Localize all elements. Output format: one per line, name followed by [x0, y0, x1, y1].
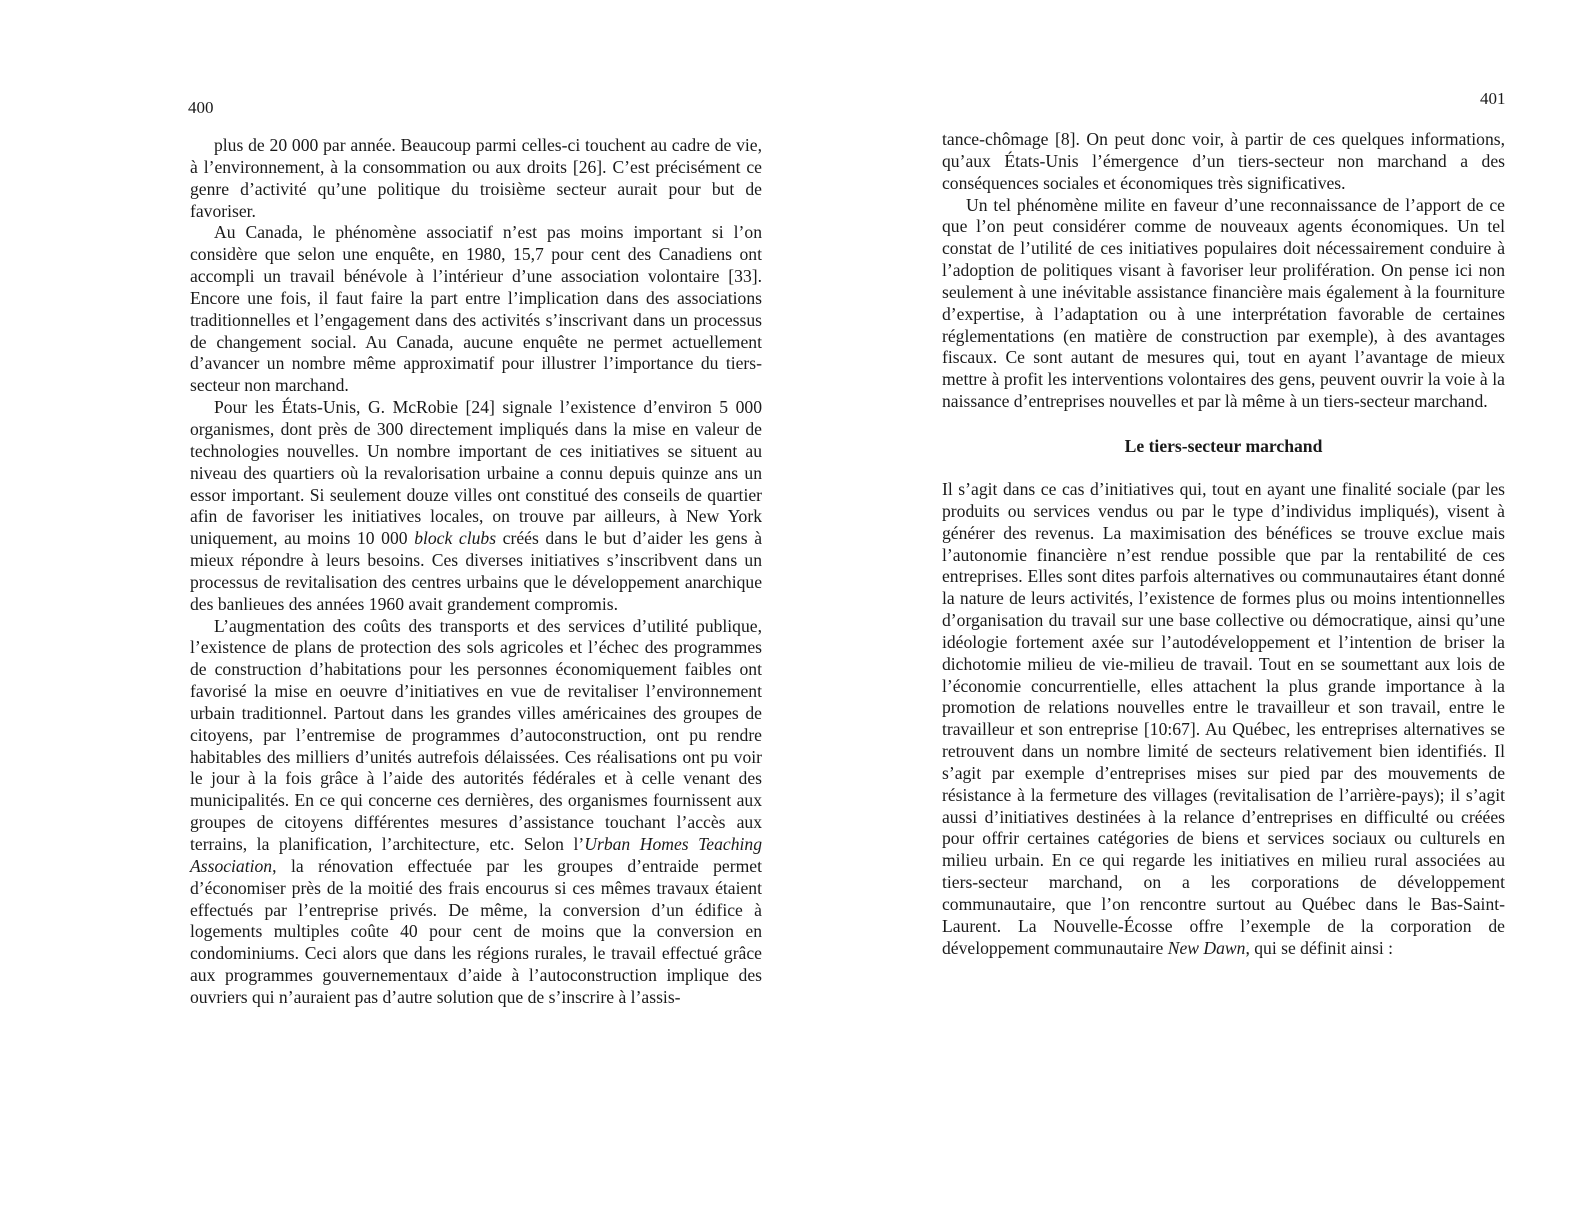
- italic-text: New Dawn: [1167, 937, 1246, 958]
- left-text-column: [190, 135, 762, 1009]
- italic-text: block clubs: [414, 528, 497, 549]
- paragraph: [190, 397, 762, 615]
- paragraph-text: L’augmentation des coûts des transports et des services d’utilité publique, l’existence de plans de protection des sols agricoles et l’échec des programmes de construction d’habitations pour les personnes économiquement faibles ont favorisé la mise en oeuvre d’initiatives en vue de revitaliser l’environnement urbain traditionnel. Partout dans les grandes villes américaines des groupes de citoyens, par l’entremise de programmes d’autoconstruction, ont pu rendre habitables des milliers d’unités autrefois délaissées. Ces réalisations ont pu voir le jour à la fois grâce à l’aide des autorités fédérales et à celle venant des municipalités. En ce qui concerne ces dernières, des organismes fournissent aux groupes de citoyens différentes mesures d’assistance touchant l’accès aux terrains, la planification, l’architecture, etc. Selon l’: [190, 615, 762, 854]
- italic-text: Urban Homes Teaching Association: [190, 834, 763, 876]
- paragraph: [190, 135, 762, 222]
- paragraph-text: Un tel phénomène milite en faveur d’une reconnaissance de l’apport de ce que l’on peut considérer comme de nouveaux agents économiques. Un tel constat de l’utilité de ces initiatives populaires doit nécessairement conduire à l’adoption de politiques visant à favoriser leur prolifération. On pense ici non seulement à une inévitable assistance financière mais également à la fourniture d’expertise, à l’adaptation ou à une interprétation favorable de certaines réglementations (en matière de construction par exemple), à des avantages fiscaux. Ce sont autant de mesures qui, tout en ayant l’avantage de mieux mettre à profit les interventions volontaires des gens, peuvent ouvrir la voie à la naissance d’entreprises nouvelles et par là même à un tiers-secteur marchand.: [942, 194, 1505, 412]
- right-paragraphs-before-heading: [942, 129, 1505, 413]
- section-heading: Le tiers-secteur marchand: [1124, 435, 1323, 456]
- paragraph-text: créés dans le but d’aider les gens à mieux répondre à leurs besoins. Ces diverses initiatives s’inscribvent dans un processus de revitalisation des centres urbains que le développement anarchique des banlieues des années 1960 avait grandement compromis.: [190, 528, 763, 614]
- page-number-right: 401: [1480, 89, 1506, 108]
- right-paragraphs-after-heading: [942, 479, 1505, 960]
- right-text-column: [942, 129, 1505, 960]
- paragraph-text: Au Canada, le phénomène associatif n’est pas moins important si l’on considère que selon une enquête, en 1980, 15,7 pour cent des Canadiens ont accompli un travail bénévole à l’intérieur d’une association volontaire [33]. Encore une fois, il faut faire la part entre l’implication dans des associations traditionnelles et l’engagement dans des activités s’inscrivant dans un processus de changement social. Au Canada, aucune enquête ne permet actuellement d’avancer un nombre même approximatif pour illustrer l’importance du tiers-secteur non marchand.: [190, 222, 762, 396]
- paragraph: [942, 195, 1505, 413]
- paragraph-text: , la rénovation effectuée par les groupes d’entraide permet d’économiser près de la moitié des frais encourus si ces mêmes travaux étaient effectués par l’entreprise privés. De même, la conversion d’un édifice à logements multiples coûte 40 pour cent de moins que la conversion en condominiums. Ceci alors que dans les régions rurales, le travail effectué grâce aux programmes gouvernementaux d’aide à l’autoconstruction implique des ouvriers qui n’auraient pas d’autre solution que de s’inscrire à l’assis-: [190, 855, 762, 1007]
- page-number-left: 400: [188, 98, 214, 117]
- paragraph: [190, 222, 762, 397]
- paragraph-text: plus de 20 000 par année. Beaucoup parmi celles-ci touchent au cadre de vie, à l’environnement, à la consommation ou aux droits [26]. C’est précisément ce genre d’activité qu’une politique du troisième secteur aurait pour but de favoriser.: [190, 135, 762, 221]
- paragraph-text: Il s’agit dans ce cas d’initiatives qui, tout en ayant une finalité sociale (par les produits ou services vendus ou par le type d’individus impliqués), visent à générer des revenus. La maximisation des bénéfices se trouve exclue mais l’autonomie financière n’est rendue possible que par la rentabilité de ces entreprises. Elles sont dites parfois alternatives ou communautaires étant donné la nature de leurs activités, l’existence de formes plus ou moins intentionnelles d’organisation du travail sur une base collective ou démocratique, ainsi qu’une idéologie fortement axée sur l’autodéveloppement et l’intention de briser la dichotomie milieu de vie-milieu de travail. Tout en se soumettant aux lois de l’économie concurrentielle, elles attachent la plus grande importance à la promotion de relations nouvelles entre le travailleur et son travail, entre le travailleur et son entreprise [10:67]. Au Québec, les entreprises alternatives se retrouvent dans un nombre limité de secteurs relativement bien identifiés. Il s’agit par exemple d’entreprises mises sur pied par des mouvements de résistance à la fermeture des villages (revitalisation de l’arrière-pays); il s’agit aussi d’initiatives destinées à la relance d’entreprises en difficulté ou créées pour offrir certaines catégories de biens et services sociaux ou culturels en milieu urbain. En ce qui regarde les initiatives en milieu rural associées au tiers-secteur marchand, on a les corporations de développement communautaire, que l’on rencontre surtout au Québec dans le Bas-Saint-Laurent. La Nouvelle-Écosse offre l’exemple de la corporation de développement communautaire: [942, 478, 1505, 958]
- right-page: [792, 0, 1584, 1224]
- paragraph: [942, 479, 1505, 960]
- paragraph-text: Pour les États-Unis, G. McRobie [24] signale l’existence d’environ 5 000 organismes, dont près de 300 directement impliqués dans la mise en valeur de technologies nouvelles. Un nombre important de ces initiatives se situent au niveau des quartiers où la revalorisation urbaine a connu depuis quinze ans un essor important. Si seulement douze villes ont constitué des conseils de quartier afin de favoriser les initiatives locales, on trouve par ailleurs, à New York uniquement, au moins 10 000: [190, 397, 762, 549]
- paragraph: [190, 616, 762, 1009]
- paragraph-text: tance-chômage [8]. On peut donc voir, à partir de ces quelques informations, qu’aux États-Unis l’émergence d’un tiers-secteur non marchand a des conséquences sociales et économiques très significatives.: [942, 129, 1505, 193]
- paragraph-text: , qui se définit ainsi :: [1245, 937, 1394, 958]
- paragraph: [942, 129, 1505, 195]
